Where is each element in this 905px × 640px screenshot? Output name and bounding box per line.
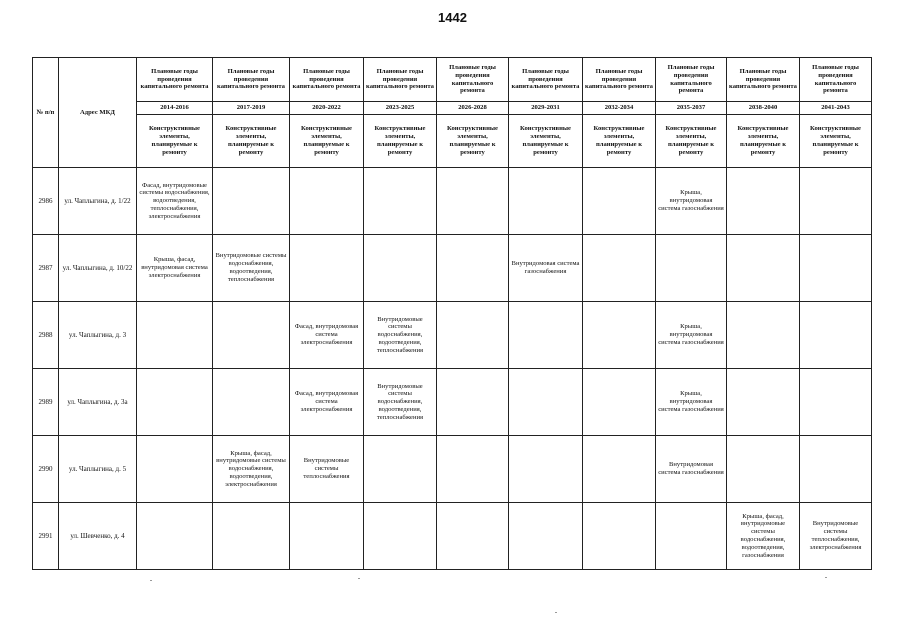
repair-elements-cell <box>583 302 656 369</box>
repair-elements-cell: Внутридомовые системы теплоснабжения, электроснабжения <box>800 503 872 570</box>
table-row <box>33 436 872 503</box>
scan-speck <box>150 580 152 581</box>
header-elements: Конструктивные элементы, планируемые к ремонту <box>364 115 437 168</box>
repair-elements-cell: Крыша, внутридомовая система газоснабжения <box>656 369 727 436</box>
scan-speck <box>358 578 360 579</box>
table-body <box>33 168 872 570</box>
repair-elements-cell <box>437 436 509 503</box>
repair-elements-cell: Внутридомовые системы водоснабжения, водоотведения, теплоснабжения <box>364 302 437 369</box>
repair-elements-cell <box>437 503 509 570</box>
header-period: 2023-2025 <box>364 102 437 115</box>
row-address: ул. Чаплыгина, д. 5 <box>59 436 137 503</box>
repair-elements-cell <box>800 235 872 302</box>
repair-elements-cell: Фасад, внутридомовые системы водоснабжения, водоотведения, теплоснабжения, электроснабжения <box>137 168 213 235</box>
scan-speck <box>825 577 827 578</box>
repair-elements-cell <box>583 369 656 436</box>
repair-elements-cell <box>437 369 509 436</box>
row-number: 2991 <box>33 503 59 570</box>
repair-elements-cell <box>509 503 583 570</box>
table-row <box>33 302 872 369</box>
repair-elements-cell <box>290 168 364 235</box>
row-address: ул. Чаплыгина, д. 1/22 <box>59 168 137 235</box>
header-planned-years: Плановые годы проведения капитального ремонта <box>137 58 213 102</box>
repair-elements-cell <box>656 503 727 570</box>
repair-elements-cell <box>509 168 583 235</box>
row-number: 2988 <box>33 302 59 369</box>
header-elements: Конструктивные элементы, планируемые к ремонту <box>437 115 509 168</box>
header-elements: Конструктивные элементы, планируемые к ремонту <box>656 115 727 168</box>
header-period: 2029-2031 <box>509 102 583 115</box>
repair-elements-cell <box>800 369 872 436</box>
repair-elements-cell <box>800 302 872 369</box>
repair-elements-cell <box>137 503 213 570</box>
repair-elements-cell <box>800 436 872 503</box>
repair-elements-cell <box>727 168 800 235</box>
repair-elements-cell: Внутридомовая система газоснабжения <box>509 235 583 302</box>
repair-elements-cell <box>727 302 800 369</box>
repair-elements-cell <box>364 168 437 235</box>
header-planned-years: Плановые годы проведения капитального ремонта <box>800 58 872 102</box>
repair-elements-cell <box>583 503 656 570</box>
repair-elements-cell <box>364 235 437 302</box>
table-row <box>33 235 872 302</box>
header-planned-years: Плановые годы проведения капитального ремонта <box>213 58 290 102</box>
table-row <box>33 168 872 235</box>
row-address: ул. Чаплыгина, д. 10/22 <box>59 235 137 302</box>
repair-elements-cell <box>213 168 290 235</box>
repair-elements-cell <box>290 235 364 302</box>
row-number: 2986 <box>33 168 59 235</box>
header-planned-years: Плановые годы проведения капитального ремонта <box>509 58 583 102</box>
header-elements: Конструктивные элементы, планируемые к ремонту <box>509 115 583 168</box>
header-planned-years: Плановые годы проведения капитального ремонта <box>290 58 364 102</box>
repair-elements-cell <box>509 369 583 436</box>
repair-elements-cell <box>583 168 656 235</box>
header-num: № п/п <box>33 58 59 168</box>
table-header <box>33 58 872 168</box>
repair-elements-cell: Крыша, внутридомовая система газоснабжения <box>656 168 727 235</box>
header-planned-years: Плановые годы проведения капитального ремонта <box>727 58 800 102</box>
repair-elements-cell <box>583 436 656 503</box>
repair-elements-cell <box>364 436 437 503</box>
header-elements: Конструктивные элементы, планируемые к ремонту <box>213 115 290 168</box>
header-planned-years: Плановые годы проведения капитального ремонта <box>583 58 656 102</box>
header-period: 2017-2019 <box>213 102 290 115</box>
repair-elements-cell <box>727 436 800 503</box>
repair-elements-cell: Внутридомовые системы водоснабжения, водоотведения, теплоснабжения <box>364 369 437 436</box>
header-elements: Конструктивные элементы, планируемые к ремонту <box>137 115 213 168</box>
repair-elements-cell: Фасад, внутридомовая система электроснабжения <box>290 369 364 436</box>
header-planned-years: Плановые годы проведения капитального ремонта <box>437 58 509 102</box>
header-elements: Конструктивные элементы, планируемые к ремонту <box>800 115 872 168</box>
repair-elements-cell <box>290 503 364 570</box>
repair-elements-cell <box>364 503 437 570</box>
repair-elements-cell: Внутридомовые системы водоснабжения, водоотведения, теплоснабжения <box>213 235 290 302</box>
repair-elements-cell <box>137 302 213 369</box>
header-address: Адрес МКД <box>59 58 137 168</box>
header-elements: Конструктивные элементы, планируемые к ремонту <box>583 115 656 168</box>
repair-elements-cell <box>137 436 213 503</box>
repair-elements-cell <box>509 436 583 503</box>
repair-elements-cell: Крыша, внутридомовая система газоснабжения <box>656 302 727 369</box>
header-period: 2032-2034 <box>583 102 656 115</box>
repair-elements-cell <box>800 168 872 235</box>
repair-elements-cell <box>437 235 509 302</box>
repair-elements-cell <box>437 168 509 235</box>
repair-elements-cell: Внутридомовая система газоснабжения <box>656 436 727 503</box>
repair-elements-cell <box>213 302 290 369</box>
header-period: 2038-2040 <box>727 102 800 115</box>
row-number: 2989 <box>33 369 59 436</box>
row-address: ул. Чаплыгина, д. 3 <box>59 302 137 369</box>
page-number: 1442 <box>438 10 467 25</box>
header-period: 2020-2022 <box>290 102 364 115</box>
header-elements: Конструктивные элементы, планируемые к ремонту <box>290 115 364 168</box>
row-number: 2990 <box>33 436 59 503</box>
repair-elements-cell <box>213 369 290 436</box>
header-elements: Конструктивные элементы, планируемые к ремонту <box>727 115 800 168</box>
row-address: ул. Чаплыгина, д. 3а <box>59 369 137 436</box>
row-address: ул. Шевченко, д. 4 <box>59 503 137 570</box>
row-number: 2987 <box>33 235 59 302</box>
repair-elements-cell <box>727 369 800 436</box>
header-planned-years: Плановые годы проведения капитального ремонта <box>364 58 437 102</box>
repair-elements-cell <box>727 235 800 302</box>
scan-speck <box>555 612 557 613</box>
table-row <box>33 369 872 436</box>
repair-elements-cell <box>137 369 213 436</box>
table-row <box>33 503 872 570</box>
repair-elements-cell <box>213 503 290 570</box>
repair-elements-cell <box>437 302 509 369</box>
repair-elements-cell: Фасад, внутридомовая система электроснабжения <box>290 302 364 369</box>
repair-elements-cell <box>656 235 727 302</box>
header-period: 2026-2028 <box>437 102 509 115</box>
repair-elements-cell: Крыша, фасад, внутридомовая система электроснабжения <box>137 235 213 302</box>
header-period: 2014-2016 <box>137 102 213 115</box>
capital-repair-plan-table <box>32 57 872 570</box>
repair-elements-cell <box>583 235 656 302</box>
repair-elements-cell: Крыша, фасад, внутридомовые системы водоснабжения, водоотведения, газоснабжения <box>727 503 800 570</box>
header-period: 2041-2043 <box>800 102 872 115</box>
repair-elements-cell: Внутридомовые системы теплоснабжения <box>290 436 364 503</box>
header-period: 2035-2037 <box>656 102 727 115</box>
repair-elements-cell: Крыша, фасад, внутридомовые системы водоснабжения, водоотведения, электроснабжения <box>213 436 290 503</box>
repair-elements-cell <box>509 302 583 369</box>
header-planned-years: Плановые годы проведения капитального ремонта <box>656 58 727 102</box>
